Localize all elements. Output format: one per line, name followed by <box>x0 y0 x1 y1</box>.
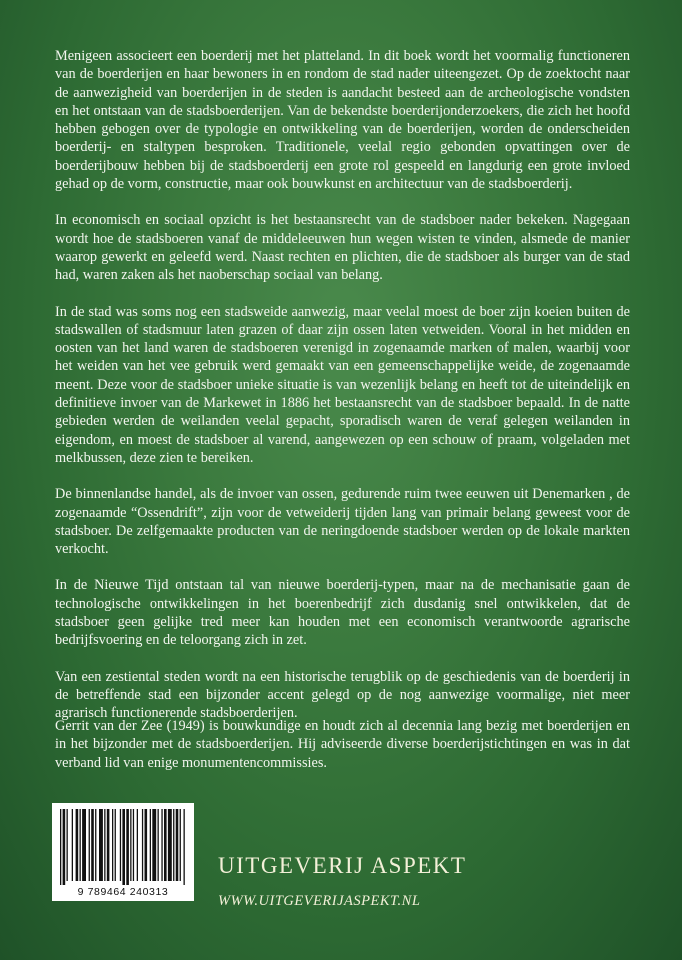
blurb-paragraph: In de stad was soms nog een stadsweide aanwezig, maar veelal moest de boer zijn koeien buiten de stadswallen of stadsmuur laten grazen of daar zijn ossen laten vetweiden. Vooral in het midden en oosten van het land waren de stadsboeren verenigd in zogenaamde marken of malen, waarbij voor het weiden van het vee gebruik werd gemaakt van een gemeenschappelijke weide, de zogenaamde meent. Deze voor de stadsboer unieke situatie is van wezenlijk belang en heeft tot de uiteindelijk en definitieve invoer van de Markewet in 1886 het bestaansrecht van de stadsboer bepaald. In de natte gebieden werden de weilanden veelal gepacht, sporadisch waren de veraf gelegen weilanden in eigendom, en moest de stadsboer al varend, aangewezen op een schouw of praam, volgeladen met melkbussen, deze zien te bereiken. <box>55 303 630 466</box>
author-bio: Gerrit van der Zee (1949) is bouwkundige en houdt zich al decennia lang bezig met boerderijen en in het bijzonder met de stadsboerderijen. Hij adviseerde diverse boerderijstichtingen en was in dat verband lid van enige monumentencommissies. <box>55 718 630 771</box>
blurb-paragraph: Van een zestiental steden wordt na een historische terugblik op de geschiedenis van de boerderij in de betreffende stad een bijzonder accent gelegd op de nog aanwezige voormalige, niet meer agrarisch functionerende stadsboerderijen. <box>55 668 630 722</box>
barcode-bar <box>180 809 181 881</box>
barcode-bars-icon <box>52 803 194 887</box>
barcode-bar <box>120 809 121 881</box>
blurb-text <box>55 47 630 741</box>
barcode-bar <box>164 809 167 881</box>
barcode-bar <box>91 809 94 881</box>
barcode-bar <box>122 809 125 885</box>
blurb-paragraph: In economisch en sociaal opzicht is het bestaansrecht van de stadsboer nader bekeken. Nagegaan wordt hoe de stadsboeren vanaf de middeleeuwen hun wegen wisten te vinden, alsmede de manier waarop gewerkt en geleefd werd. Naast rechten en plichten, die de stadsboer als burger van de stad had, waren zaken als het naoberschap sociaal van belang. <box>55 212 630 284</box>
barcode-bar <box>150 809 151 881</box>
barcode-bar <box>176 809 179 881</box>
publisher-website: WWW.UITGEVERIJASPEKT.NL <box>218 893 421 909</box>
barcode-bar <box>112 809 113 881</box>
blurb-paragraph: De binnenlandse handel, als de invoer van ossen, gedurende ruim twee eeuwen uit Denemarken , de zogenaamde “Ossendrift”, zijn voor de vetweiderij tijden lang van primair belang geweest voor de stadsboer. De zelfgemaakte producten van de neringdoende stadsboer werden op de lokale markten verkocht. <box>55 486 630 558</box>
barcode-bar <box>115 809 116 881</box>
barcode-bar <box>130 809 131 881</box>
barcode-bar <box>72 809 73 881</box>
barcode-bar <box>137 809 138 881</box>
publisher-name: UITGEVERIJ ASPEKT <box>218 853 467 878</box>
barcode-bar <box>142 809 143 881</box>
barcode-bar <box>89 809 90 881</box>
isbn-barcode <box>52 803 194 901</box>
barcode-bar <box>104 809 105 881</box>
blurb-paragraph: Menigeen associeert een boerderij met het platteland. In dit boek wordt het voormalig functioneren van de boerderijen en haar bewoners in en rondom de stad nader uiteengezet. Op de zoektocht naar de aanwezigheid van boerderijen in de steden is aandacht besteed aan de archeologische vondsten en het ontstaan van de stadsboerderijen. Van de bekendste boerderijonderzoekers, die zich het hoofd hebben gebogen over de typologie en ontwikkeling van de boerderijen, worden de onderscheiden boerderij- en staltypen besproken. Traditionele, veelal regio gebonden opvattingen over de boerderijbouw hebben bij de stadsboerderij een grote rol gespeeld en langdurig een grote invloed gehad op de vorm, constructie, maar ook bouwkunst en architectuur van de stadsboerderij. <box>55 48 630 193</box>
barcode-bar <box>76 809 79 881</box>
barcode-bar <box>82 809 86 881</box>
barcode-bar <box>107 809 110 881</box>
barcode-bar <box>133 809 134 881</box>
barcode-bar <box>145 809 148 881</box>
barcode-bar <box>67 809 68 881</box>
isbn-number: 9 789464 240313 <box>77 886 169 898</box>
barcode-bar <box>161 809 162 881</box>
barcode-bar <box>99 809 103 881</box>
barcode-bar <box>173 809 174 881</box>
barcode-bar <box>184 809 185 885</box>
barcode-bar <box>63 809 66 885</box>
barcode-bar <box>95 809 96 881</box>
barcode-bar <box>168 809 172 881</box>
barcode-bar <box>152 809 156 881</box>
barcode-bar <box>80 809 81 881</box>
barcode-bar <box>158 809 159 881</box>
blurb-paragraph: In de Nieuwe Tijd ontstaan tal van nieuwe boerderij-typen, maar na de mechanisatie gaan de technologische ontwikkelingen in het boerenbedrijf zich dusdanig snel ontwikkelen, dat de stadsboer geen gelijke tred meer kan houden met een economisch verantwoorde agrarische bedrijfsvoering en de teloorgang zich in zet. <box>55 577 630 649</box>
barcode-bar <box>126 809 129 885</box>
barcode-bar <box>60 809 61 885</box>
